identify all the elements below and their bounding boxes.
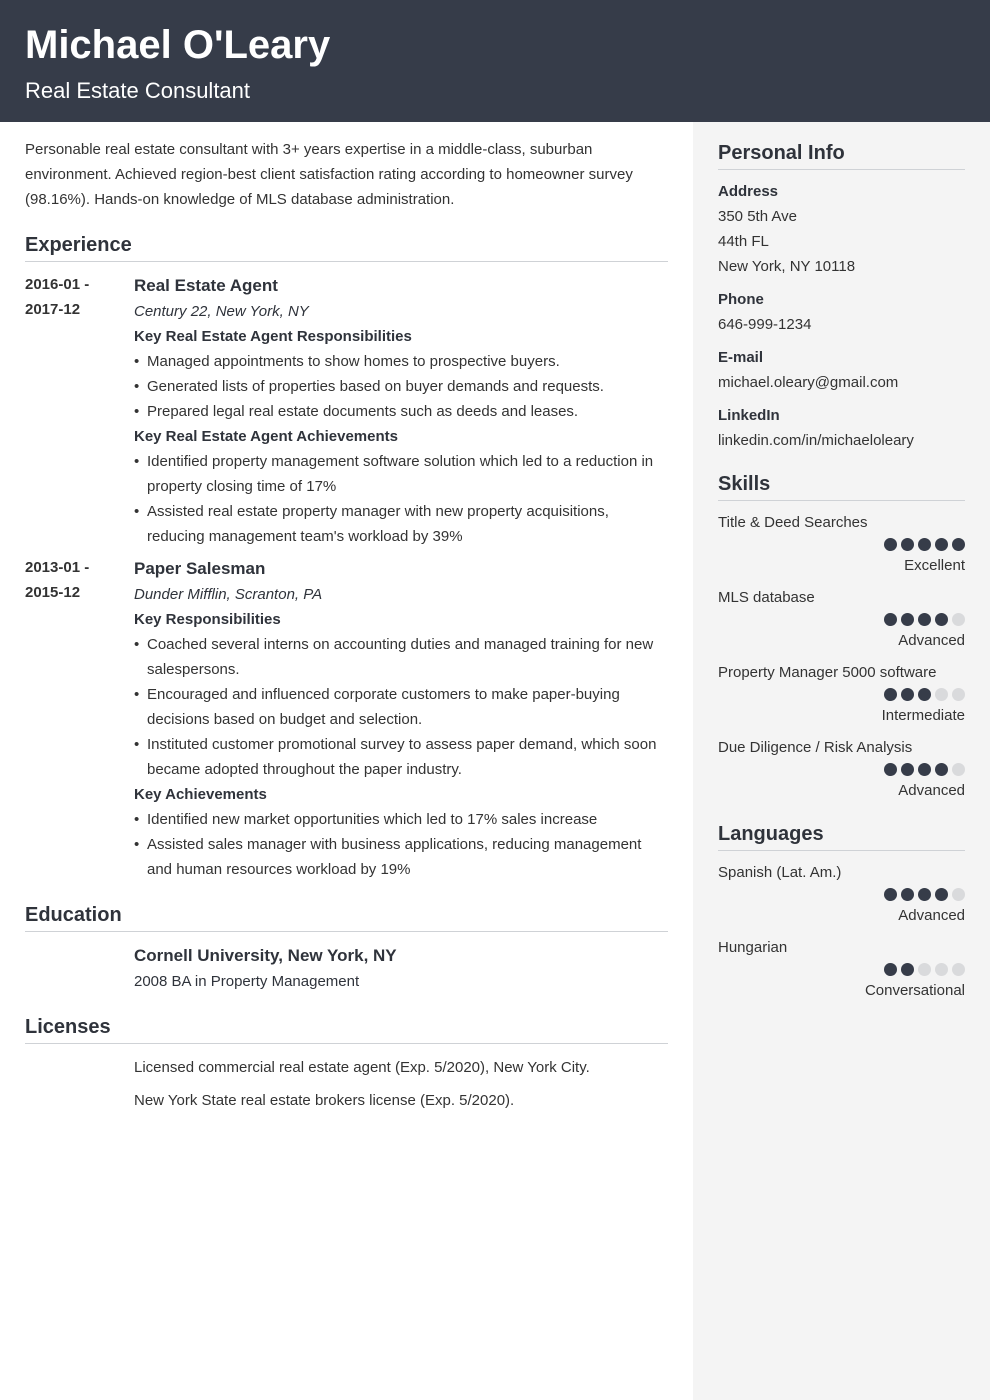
job-content	[134, 555, 668, 882]
rating-dot-filled	[901, 963, 914, 976]
degree-text: 2008 BA in Property Management	[134, 973, 360, 990]
rating-dot-filled	[901, 688, 914, 701]
rating-dot-filled	[935, 613, 948, 626]
licenses-list	[25, 1054, 668, 1113]
skill-item-name: MLS database	[718, 589, 815, 606]
language-item-level: Conversational	[864, 982, 965, 999]
language-item-name: Spanish (Lat. Am.)	[718, 864, 842, 881]
skill-item	[718, 585, 965, 653]
achievements-heading: Key Achievements	[134, 786, 267, 803]
skills-heading: Skills	[718, 471, 965, 501]
skill-item-level: Advanced	[898, 632, 965, 649]
rating-dot-filled	[935, 538, 948, 551]
job-dates	[25, 555, 134, 882]
skill-item-name: Property Manager 5000 software	[718, 664, 937, 681]
sidebar	[693, 122, 990, 1400]
rating-dot-filled	[918, 613, 931, 626]
job-date-start: 2016-01 -	[25, 276, 90, 293]
experience-heading: Experience	[25, 232, 668, 262]
languages-list	[718, 860, 965, 1003]
rating-dots	[718, 763, 965, 776]
list-item: • Assisted sales manager with business applications, reducing management and human resources workload by 19%	[134, 832, 668, 882]
rating-dot-filled	[884, 763, 897, 776]
address-line: New York, NY 10118	[718, 258, 856, 275]
rating-dot-empty	[952, 613, 965, 626]
address-line: 44th FL	[718, 233, 769, 250]
language-item-level: Advanced	[898, 907, 965, 924]
license-item: Licensed commercial real estate agent (Exp. 5/2020), New York City.	[134, 1059, 590, 1076]
skill-item-name: Title & Deed Searches	[718, 514, 868, 531]
rating-dots	[718, 888, 965, 901]
job-dates	[25, 272, 134, 549]
phone-value: 646-999-1234	[718, 316, 812, 333]
email-block	[718, 345, 965, 395]
list-item: • Coached several interns on accounting duties and managed training for new salespersons.	[134, 632, 668, 682]
address-label: Address	[718, 183, 779, 200]
skill-item-level: Advanced	[898, 782, 965, 799]
rating-dot-filled	[952, 538, 965, 551]
candidate-title: Real Estate Consultant	[25, 78, 251, 103]
language-item	[718, 935, 965, 1003]
job-content	[134, 272, 668, 549]
summary-text: Personable real estate consultant with 3+ years expertise in a middle-class, suburban environment. Achieved region-best client satisfaction rating according to homeowner survey (98.16%). Hands-on knowledge of MLS database administration.	[25, 141, 633, 208]
education-heading: Education	[25, 902, 668, 932]
email-value: michael.oleary@gmail.com	[718, 374, 899, 391]
skill-item	[718, 510, 965, 578]
rating-dot-empty	[952, 888, 965, 901]
resume-header	[0, 0, 990, 122]
license-item: New York State real estate brokers license (Exp. 5/2020).	[134, 1092, 515, 1109]
list-item: • Instituted customer promotional survey to assess paper demand, which soon became adopted throughout the paper industry.	[134, 732, 668, 782]
rating-dot-filled	[884, 963, 897, 976]
rating-dot-empty	[918, 963, 931, 976]
job-company: Dunder Mifflin, Scranton, PA	[134, 586, 323, 603]
language-item-name: Hungarian	[718, 939, 788, 956]
rating-dot-filled	[918, 763, 931, 776]
rating-dot-filled	[901, 613, 914, 626]
address-line: 350 5th Ave	[718, 208, 797, 225]
licenses-heading: Licenses	[25, 1014, 668, 1044]
personal-info-heading: Personal Info	[718, 140, 965, 170]
skill-item-name: Due Diligence / Risk Analysis	[718, 739, 913, 756]
list-item: • Generated lists of properties based on buyer demands and requests.	[134, 374, 668, 399]
phone-label: Phone	[718, 291, 764, 308]
rating-dot-filled	[884, 688, 897, 701]
list-item: • Prepared legal real estate documents such as deeds and leases.	[134, 399, 668, 424]
rating-dot-empty	[952, 963, 965, 976]
skill-item	[718, 660, 965, 728]
job-date-start: 2013-01 -	[25, 559, 90, 576]
rating-dot-filled	[918, 538, 931, 551]
responsibilities-list	[134, 632, 668, 782]
rating-dots	[718, 538, 965, 551]
rating-dot-empty	[952, 763, 965, 776]
list-item: • Identified new market opportunities which led to 17% sales increase	[134, 807, 668, 832]
main-column	[25, 122, 668, 1121]
candidate-name: Michael O'Leary	[25, 23, 331, 67]
responsibilities-heading: Key Responsibilities	[134, 611, 281, 628]
list-item: • Assisted real estate property manager with new property acquisitions, reducing management team's workload by 39%	[134, 499, 668, 549]
phone-block	[718, 287, 965, 337]
rating-dot-filled	[901, 763, 914, 776]
rating-dot-empty	[935, 963, 948, 976]
job-role: Real Estate Agent	[134, 276, 278, 295]
job-role: Paper Salesman	[134, 559, 266, 578]
achievements-heading: Key Real Estate Agent Achievements	[134, 428, 398, 445]
job-entry	[25, 555, 668, 882]
school-name: Cornell University, New York, NY	[134, 946, 397, 965]
address-block	[718, 179, 965, 279]
languages-heading: Languages	[718, 821, 965, 851]
rating-dot-filled	[884, 613, 897, 626]
skill-item-level: Intermediate	[881, 707, 965, 724]
rating-dot-filled	[901, 888, 914, 901]
rating-dot-filled	[918, 888, 931, 901]
rating-dot-filled	[884, 538, 897, 551]
rating-dot-filled	[901, 538, 914, 551]
rating-dots	[718, 688, 965, 701]
list-item: • Managed appointments to show homes to prospective buyers.	[134, 349, 668, 374]
language-item	[718, 860, 965, 928]
rating-dot-empty	[952, 688, 965, 701]
rating-dot-filled	[918, 688, 931, 701]
linkedin-block	[718, 403, 965, 453]
job-entry	[25, 272, 668, 549]
skills-list	[718, 510, 965, 803]
skill-item-level: Excellent	[904, 557, 965, 574]
education-entry	[25, 942, 668, 994]
responsibilities-list	[134, 349, 668, 424]
rating-dot-filled	[884, 888, 897, 901]
rating-dot-filled	[935, 888, 948, 901]
rating-dot-empty	[935, 688, 948, 701]
achievements-list	[134, 449, 668, 549]
rating-dots	[718, 613, 965, 626]
job-date-end: 2015-12	[25, 584, 81, 601]
list-item: • Identified property management software solution which led to a reduction in property closing time of 17%	[134, 449, 668, 499]
responsibilities-heading: Key Real Estate Agent Responsibilities	[134, 328, 412, 345]
job-date-end: 2017-12	[25, 301, 81, 318]
achievements-list	[134, 807, 668, 882]
skill-item	[718, 735, 965, 803]
rating-dots	[718, 963, 965, 976]
job-company: Century 22, New York, NY	[134, 303, 309, 320]
rating-dot-filled	[935, 763, 948, 776]
list-item: • Encouraged and influenced corporate customers to make paper-buying decisions based on budget and selection.	[134, 682, 668, 732]
linkedin-value: linkedin.com/in/michaeloleary	[718, 432, 914, 449]
linkedin-label: LinkedIn	[718, 407, 780, 424]
email-label: E-mail	[718, 349, 764, 366]
